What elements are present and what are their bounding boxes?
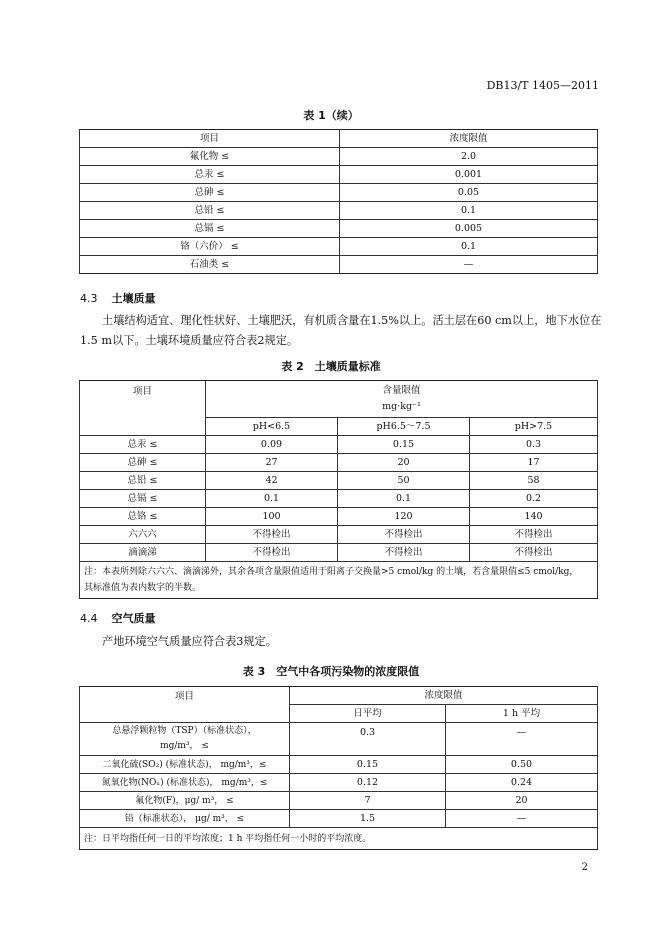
cell: —: [340, 256, 598, 274]
table3-sub-hourly: 1 h 平均: [446, 705, 598, 723]
cell: 42: [206, 472, 338, 490]
table2-note-line2: 其标准值为表内数字的半数。: [84, 583, 202, 593]
cell: 不得检出: [338, 526, 470, 544]
cell: 氟化物(F)，μg/ m³， ≤: [80, 792, 290, 810]
cell: 0.05: [340, 184, 598, 202]
cell: 铅（标准状态）， μg/ m³， ≤: [80, 810, 290, 828]
cell: 0.005: [340, 220, 598, 238]
cell: 总砷 ≤: [80, 454, 206, 472]
table-row: [80, 774, 598, 792]
cell: 17: [470, 454, 598, 472]
cell: 总砷 ≤: [80, 184, 340, 202]
cell: 总汞 ≤: [80, 436, 206, 454]
cell: 总铅 ≤: [80, 472, 206, 490]
cell: 六六六: [80, 526, 206, 544]
cell: —: [446, 810, 598, 828]
table2-sub-ph-mid: pH6.5～7.5: [338, 418, 470, 436]
table1-caption: 表 1（续）: [303, 109, 359, 122]
cell: 1.5: [290, 810, 446, 828]
section-4-3-heading: [80, 290, 156, 306]
table2-note-line1: 注：本表所列除六六六、滴滴涕外，其余各项含量限值适用于阳离子交换量>5 cmol/kg 的土壤，若含量限值≤5 cmol/kg，: [84, 567, 579, 577]
table-row: [80, 202, 598, 220]
cell: 石油类 ≤: [80, 256, 340, 274]
table2: [79, 380, 598, 599]
cell: 不得检出: [470, 544, 598, 562]
cell: 0.3: [470, 436, 598, 454]
cell: 0.15: [338, 436, 470, 454]
cell: 0.12: [290, 774, 446, 792]
cell: 0.1: [206, 490, 338, 508]
section-4-4-paragraph: 产地环境空气质量应符合表3规定。: [102, 635, 277, 648]
table-row: [80, 238, 598, 256]
table2-header-row: [80, 381, 598, 418]
table2-caption: 表 2 土壤质量标准: [281, 360, 381, 373]
table3: [79, 686, 598, 850]
cell: 7: [290, 792, 446, 810]
section-4-3-paragraph: 土壤结构适宜、理化性状好、土壤肥沃，有机质含量在1.5%以上。活土层在60 cm以上，地下水位在1.5 m以下。土壤环境质量应符合表2规定。: [80, 314, 602, 347]
table1: [79, 129, 598, 274]
table2-sub-ph-low: pH<6.5: [206, 418, 338, 436]
table1-header-row: [80, 130, 598, 148]
cell: 二氧化硫(SO₂) (标准状态)， mg/m³，≤: [80, 756, 290, 774]
cell: 50: [338, 472, 470, 490]
table-row: [80, 148, 598, 166]
page-number: 2: [581, 862, 588, 873]
section-title: 空气质量: [111, 612, 156, 625]
cell: 0.001: [340, 166, 598, 184]
cell: 27: [206, 454, 338, 472]
cell: 0.1: [340, 238, 598, 256]
table2-note: [80, 562, 598, 599]
cell: 100: [206, 508, 338, 526]
section-number: 4.3: [80, 292, 98, 305]
cell: 总铬 ≤: [80, 508, 206, 526]
cell: —: [446, 723, 598, 756]
cell: 总悬浮颗粒物（TSP）（标准状态）， mg/m³， ≤: [80, 723, 290, 756]
cell: 20: [338, 454, 470, 472]
cell: 58: [470, 472, 598, 490]
table-row: [80, 526, 598, 544]
table-row: [80, 184, 598, 202]
doc-code-header: DB13/T 1405—2011: [486, 79, 599, 92]
table-row: [80, 544, 598, 562]
cell: 0.24: [446, 774, 598, 792]
table1-header-limit: 浓度限值: [340, 130, 598, 148]
section-4-4-heading: [80, 610, 156, 626]
cell: 0.1: [340, 202, 598, 220]
table-row: [80, 756, 598, 774]
table-row: [80, 166, 598, 184]
table-row: [80, 508, 598, 526]
table-row: [80, 810, 598, 828]
cell: 不得检出: [206, 544, 338, 562]
table-row: [80, 220, 598, 238]
cell: 氮氧化物(NOₓ) (标准状态)， mg/m³，≤: [80, 774, 290, 792]
cell: 0.3: [290, 723, 446, 756]
table2-header-group: [206, 381, 598, 418]
table-row: [80, 490, 598, 508]
table3-caption: 表 3 空气中各项污染物的浓度限值: [242, 665, 420, 678]
cell: 氟化物 ≤: [80, 148, 340, 166]
table2-note-row: [80, 562, 598, 599]
cell: 2.0: [340, 148, 598, 166]
cell: 滴滴涕: [80, 544, 206, 562]
table-row: [80, 472, 598, 490]
table3-header-row: [80, 687, 598, 705]
cell: 总汞 ≤: [80, 166, 340, 184]
table-row: [80, 792, 598, 810]
table2-group-label: 含量限值: [382, 385, 421, 396]
cell: 120: [338, 508, 470, 526]
cell: 0.15: [290, 756, 446, 774]
table3-header-item: 项目: [80, 687, 290, 723]
section-number: 4.4: [80, 612, 98, 625]
cell: 0.1: [338, 490, 470, 508]
cell: 不得检出: [338, 544, 470, 562]
table-row: [80, 256, 598, 274]
table-row: [80, 454, 598, 472]
cell: 不得检出: [470, 526, 598, 544]
table2-sub-ph-high: pH>7.5: [470, 418, 598, 436]
section-title: 土壤质量: [111, 292, 156, 305]
cell: 0.50: [446, 756, 598, 774]
table1-header-item: 项目: [80, 130, 340, 148]
table-row: [80, 723, 598, 756]
table3-note: 注：日平均指任何一日的平均浓度；1 h 平均指任何一小时的平均浓度。: [80, 828, 598, 850]
cell: 20: [446, 792, 598, 810]
cell: 铬（六价） ≤: [80, 238, 340, 256]
table2-unit: mg·kg⁻¹: [382, 401, 421, 412]
cell: 0.2: [470, 490, 598, 508]
cell: 总镉 ≤: [80, 490, 206, 508]
cell: 总镉 ≤: [80, 220, 340, 238]
table-row: [80, 436, 598, 454]
table2-header-item: 项目: [80, 381, 206, 436]
table3-header-group: 浓度限值: [290, 687, 598, 705]
table3-note-row: [80, 828, 598, 850]
cell: 140: [470, 508, 598, 526]
cell: 0.09: [206, 436, 338, 454]
cell: 不得检出: [206, 526, 338, 544]
table3-sub-daily: 日平均: [290, 705, 446, 723]
cell: 总铅 ≤: [80, 202, 340, 220]
